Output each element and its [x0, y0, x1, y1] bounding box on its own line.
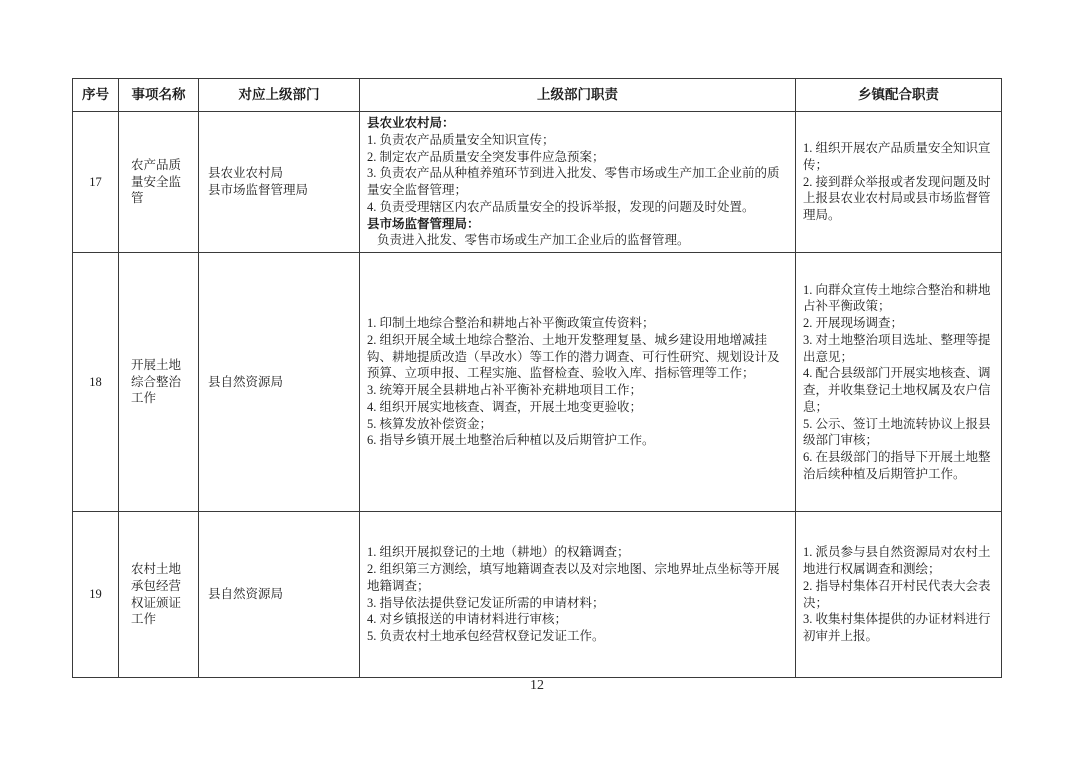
duty-line: 2. 开展现场调查；: [803, 316, 904, 330]
duty-line: 2. 接到群众举报或者发现问题及时上报县农业农村局或县市场监督管理局。: [803, 174, 991, 223]
department-cell: [199, 253, 360, 512]
duty-line: 1. 负责农产品质量安全知识宣传；: [367, 132, 555, 147]
table-row: [73, 512, 1002, 678]
duty-line: 3. 指导依法提供登记发证所需的申请材料；: [367, 595, 605, 610]
item-name-cell: 农村土地承包经营权证颁证工作: [119, 512, 199, 678]
department-cell: [199, 112, 360, 253]
item-name-cell: 开展土地综合整治工作: [119, 253, 199, 512]
duty-line: 负责进入批发、零售市场或生产加工企业后的监督管理。: [377, 233, 690, 248]
duty-line: 4. 对乡镇报送的申请材料进行审核；: [367, 612, 568, 627]
duty-line: 3. 负责农产品从种植养殖环节到进入批发、零售市场或生产加工企业前的质量安全监督管理；: [367, 166, 780, 197]
header-row: [73, 79, 1002, 112]
responsibility-table: [72, 78, 1002, 678]
duty-line: 3. 对土地整治项目选址、整理等提出意见；: [803, 332, 991, 364]
duty-line: 2. 指导村集体召开村民代表大会表决；: [803, 578, 991, 610]
column-header-superior-duties: 上级部门职责: [360, 79, 796, 112]
duty-line: 4. 组织开展实地核查、调查，开展土地变更验收；: [367, 399, 643, 414]
superior-duties-cell: [360, 512, 796, 678]
serial-cell: 18: [73, 253, 119, 512]
department-cell: [199, 512, 360, 678]
serial-cell: 17: [73, 112, 119, 253]
duty-line: 1. 组织开展农产品质量安全知识宣传；: [803, 141, 991, 172]
duty-line: 1. 派员参与县自然资源局对农村土地进行权属调查和测绘；: [803, 545, 991, 576]
duty-line: 5. 公示、签订土地流转协议上报县级部门审核；: [803, 416, 991, 448]
department-line: 县自然资源局: [208, 374, 284, 389]
duty-line: 4. 负责受理辖区内农产品质量安全的投诉举报，发现的问题及时处置。: [367, 199, 755, 214]
township-duties-cell: [796, 512, 1002, 678]
serial-cell: 19: [73, 512, 119, 678]
township-duties-cell: [796, 253, 1002, 512]
duty-line: 县市场监督管理局：: [367, 216, 480, 231]
table-row: [73, 253, 1002, 512]
superior-duties-cell: [360, 112, 796, 253]
duty-line: 3. 统筹开展全县耕地占补平衡补充耕地项目工作；: [367, 383, 643, 397]
superior-duties-cell: [360, 253, 796, 512]
duty-line: 1. 印制土地综合整治和耕地占补平衡政策宣传资料；: [367, 316, 655, 330]
column-header-department: 对应上级部门: [199, 79, 360, 112]
duty-line: 1. 向群众宣传土地综合整治和耕地占补平衡政策；: [803, 282, 991, 314]
duty-line: 2. 组织第三方测绘，填写地籍调查表以及对宗地图、宗地界址点坐标等开展地籍调查；: [367, 562, 780, 593]
duty-line: 4. 配合县级部门开展实地核查、调查，并收集登记土地权属及农户信息；: [803, 366, 991, 414]
column-header-serial: 序号: [73, 79, 119, 112]
department-line: 县市场监督管理局: [208, 183, 309, 197]
duty-line: 县农业农村局：: [367, 116, 455, 130]
duty-line: 6. 指导乡镇开展土地整治后种植以及后期管护工作。: [367, 433, 655, 448]
column-header-item-name: 事项名称: [119, 79, 199, 112]
department-line: 县农业农村局: [208, 166, 284, 181]
duty-line: 5. 负责农村土地承包经营权登记发证工作。: [367, 629, 605, 643]
duty-line: 1. 组织开展拟登记的土地（耕地）的权籍调查；: [367, 545, 630, 560]
duty-line: 2. 制定农产品质量安全突发事件应急预案；: [367, 149, 605, 164]
page-number: 12: [530, 678, 544, 693]
duty-line: 5. 核算发放补偿资金；: [367, 416, 493, 431]
township-duties-cell: [796, 112, 1002, 253]
department-line: 县自然资源局: [208, 587, 284, 602]
item-name-cell: 农产品质量安全监管: [119, 112, 199, 253]
column-header-township-duties: 乡镇配合职责: [796, 79, 1002, 112]
table-row: [73, 112, 1002, 253]
duty-line: 3. 收集村集体提供的办证材料进行初审并上报。: [803, 612, 991, 643]
duty-line: 2. 组织开展全域土地综合整治、土地开发整理复垦、城乡建设用地增减挂钩、耕地提质改造（旱改水）等工作的潜力调查、可行性研究、规划设计及预算、立项申报、工程实施、监督检查、验收入库、指标管理等工作；: [367, 332, 780, 381]
duty-line: 6. 在县级部门的指导下开展土地整治后续种植及后期管护工作。: [803, 450, 991, 481]
